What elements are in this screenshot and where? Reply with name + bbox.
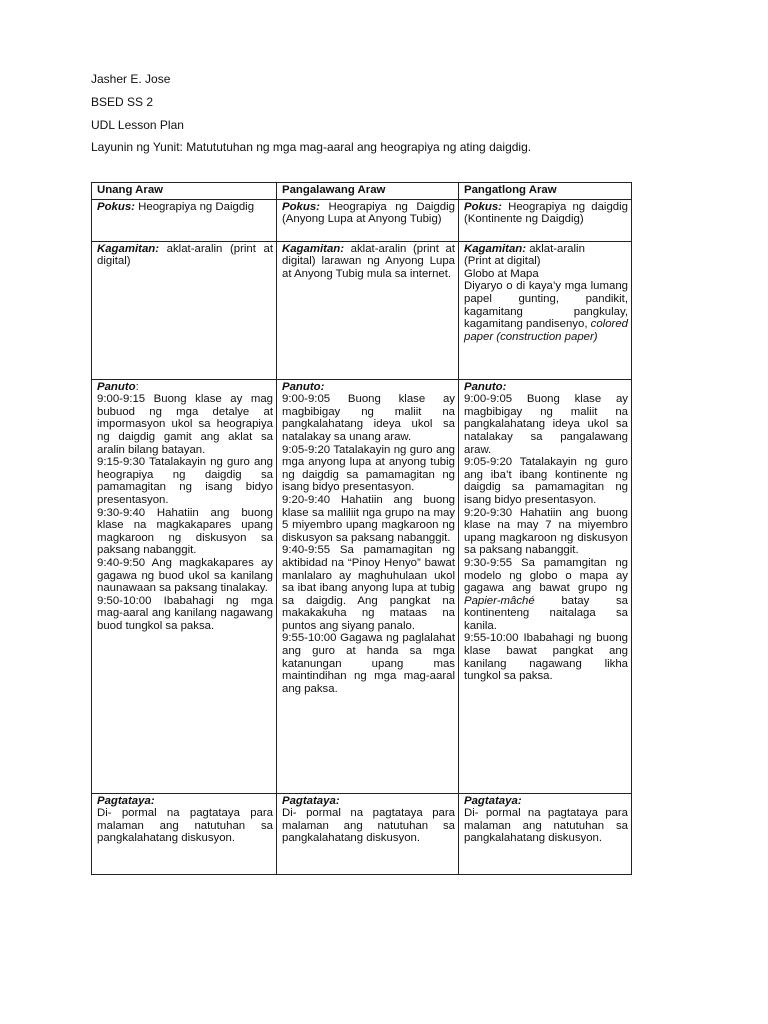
- panuto-colon: :: [320, 380, 325, 393]
- panuto-item: 9:05-9:20 Tatalakayin ng guro ang iba’t ibang kontinente ng daigdig sa pamamagitan ng isang bidyo presentasyon.: [464, 456, 628, 506]
- pagtataya-label: Pagtataya:: [464, 794, 522, 807]
- panuto-item: [464, 557, 628, 633]
- unit-objective: Layunin ng Yunit: Matututuhan ng mga mag-aaral ang heograpiya ng ating daigdig.: [91, 140, 532, 154]
- panuto-heading: [282, 381, 455, 394]
- panuto-item: 9:00-9:05 Buong klase ay magbibigay ng maliit na pangkalahatang ideya ukol sa natalakay sa unang araw.: [282, 393, 455, 443]
- panuto-colon: :: [502, 380, 507, 393]
- pokus-label: Pokus:: [97, 200, 135, 213]
- kagamitan-row: [92, 241, 632, 379]
- panuto-heading: [97, 381, 273, 394]
- panuto-item-text: 9:30-9:55 Sa pamamgitan ng modelo ng globo o mapa ay gagawa ang bawat grupo ng: [464, 556, 628, 595]
- lesson-plan-table: [91, 182, 632, 875]
- panuto-heading: [464, 381, 628, 394]
- column-header-day1: Unang Araw: [92, 183, 277, 200]
- pagtataya-row: [92, 793, 632, 874]
- panuto-item: 9:00-9:05 Buong klase ay magbibigay ng maliit na pangkalahatang ideya ukol sa natalakay sa pangalawang araw.: [464, 393, 628, 456]
- kagamitan-cell-day1: [92, 241, 277, 379]
- panuto-cell-day3: [459, 379, 632, 793]
- panuto-colon: :: [135, 380, 139, 393]
- pokus-label: Pokus:: [282, 200, 320, 213]
- panuto-item: 9:55-10:00 Gagawa ng paglalahat ang guro at handa sa mga katanungan upang mas maintindihan ng mga mag-aaral ang paksa.: [282, 632, 455, 695]
- panuto-item: 9:55-10:00 Ibabahagi ng buong klase bawat pangkat ang kanilang nagawang likha tungkol sa paksa.: [464, 632, 628, 683]
- pokus-text: Heograpiya ng daigdig (Kontinente ng Daigdig): [464, 200, 628, 226]
- pokus-text: Heograpiya ng Daigdig: [134, 200, 255, 213]
- pokus-row: [92, 199, 632, 241]
- pagtataya-label: Pagtataya:: [282, 794, 340, 807]
- pagtataya-text: Di- pormal na pagtataya para malaman ang natutuhan sa pangkalahatang diskusyon.: [97, 807, 273, 845]
- kagamitan-label: Kagamitan:: [464, 242, 527, 255]
- panuto-cell-day1: [92, 379, 277, 793]
- header-row: [92, 183, 632, 200]
- panuto-item-text: batay sa kontinenteng naitalaga sa kanila.: [464, 594, 628, 632]
- pokus-cell-day2: [277, 199, 459, 241]
- panuto-item: 9:00-9:15 Buong klase ay mag bubuod ng mga detalye at impormasyon ukol sa heograpiya ng daigdig gamit ang aklat sa aralin bilang batayan.: [97, 393, 273, 456]
- pagtataya-label: Pagtataya:: [97, 794, 155, 807]
- panuto-item: 9:40-9:50 Ang magkakapares ay gagawa ng buod ukol sa kanilang naunawaan sa paksang tinalakay.: [97, 556, 273, 595]
- panuto-item: 9:50-10:00 Ibabahagi ng mga mag-aaral ang kanilang nagawang buod tungkol sa paksa.: [97, 594, 273, 632]
- kagamitan-text: aklat-aralin (print at digital) larawan ng Anyong Lupa at Anyong Tubig mula sa internet.: [282, 242, 455, 280]
- pagtataya-text: Di- pormal na pagtataya para malaman ang natutuhan sa pangkalahatang diskusyon.: [282, 807, 455, 845]
- pokus-label: Pokus:: [464, 200, 502, 213]
- panuto-item: 9:20-9:40 Hahatiin ang buong klase sa maliliit nga grupo na may 5 miyembro upang magkaroon ng diskusyon sa paksang nabanggit.: [282, 493, 455, 544]
- panuto-label: Panuto: [464, 380, 503, 393]
- kagamitan-line: Globo at Mapa: [464, 267, 539, 280]
- column-header-day2: Pangalawang Araw: [277, 183, 459, 200]
- kagamitan-cell-day3: [459, 241, 632, 379]
- author-name: Jasher E. Jose: [91, 72, 171, 86]
- kagamitan-text: aklat-aralin: [526, 242, 585, 255]
- pokus-cell-day3: [459, 199, 632, 241]
- pagtataya-text: Di- pormal na pagtataya para malaman ang natutuhan sa pangkalahatang diskusyon.: [464, 807, 628, 845]
- pokus-text: Heograpiya ng Daigdig (Anyong Lupa at Anyong Tubig): [282, 200, 455, 226]
- pagtataya-cell-day3: [459, 793, 632, 874]
- panuto-row: [92, 379, 632, 793]
- panuto-item: 9:05-9:20 Tatalakayin ng guro ang mga anyong lupa at anyong tubig ng daigdig sa pamamagitan ng isang bidyo presentasyon.: [282, 443, 455, 494]
- panuto-item-italic-text: Papier-mâché: [464, 594, 535, 607]
- kagamitan-label: Kagamitan:: [97, 242, 160, 255]
- panuto-item: 9:15-9:30 Tatalakayin ng guro ang heograpiya ng daigdig sa pamamagitan ng isang bidyo presentasyon.: [97, 456, 273, 506]
- kagamitan-line: [464, 243, 628, 256]
- panuto-item: 9:20-9:30 Hahatiin ang buong klase na may 7 na miyembro upang magkaroon ng diskusyon sa paksang nabanggit.: [464, 506, 628, 557]
- pagtataya-cell-day2: [277, 793, 459, 874]
- kagamitan-line: [464, 280, 628, 343]
- panuto-label: Panuto: [97, 380, 136, 393]
- panuto-cell-day2: [277, 379, 459, 793]
- pokus-cell-day1: [92, 199, 277, 241]
- panuto-label: Panuto: [282, 380, 321, 393]
- document-title: UDL Lesson Plan: [91, 118, 184, 132]
- pagtataya-cell-day1: [92, 793, 277, 874]
- kagamitan-line: (Print at digital): [464, 255, 541, 268]
- column-header-day3: Pangatlong Araw: [459, 183, 632, 200]
- kagamitan-cell-day2: [277, 241, 459, 379]
- course-section: BSED SS 2: [91, 95, 154, 109]
- kagamitan-text: Diyaryo o di kaya’y mga lumang papel gunting, pandikit, kagamitang pangkulay, kagamitang pandisenyo,: [464, 280, 628, 331]
- panuto-item: 9:40-9:55 Sa pamamagitan ng aktibidad na “Pinoy Henyo” bawat manlalaro ay maghuhulaan ukol sa ibat ibang anyong lupa at tubig sa daigdig. Ang pangkat na makakakuha ng mataas na puntos ang siyang panalo.: [282, 544, 455, 632]
- panuto-item: 9:30-9:40 Hahatiin ang buong klase na magkakapares upang magkaroon ng diskusyon sa paksang nabanggit.: [97, 506, 273, 557]
- kagamitan-italic-text: colored paper (construction paper): [464, 318, 629, 343]
- kagamitan-text: aklat-aralin (print at digital): [97, 242, 273, 268]
- kagamitan-label: Kagamitan:: [282, 242, 345, 255]
